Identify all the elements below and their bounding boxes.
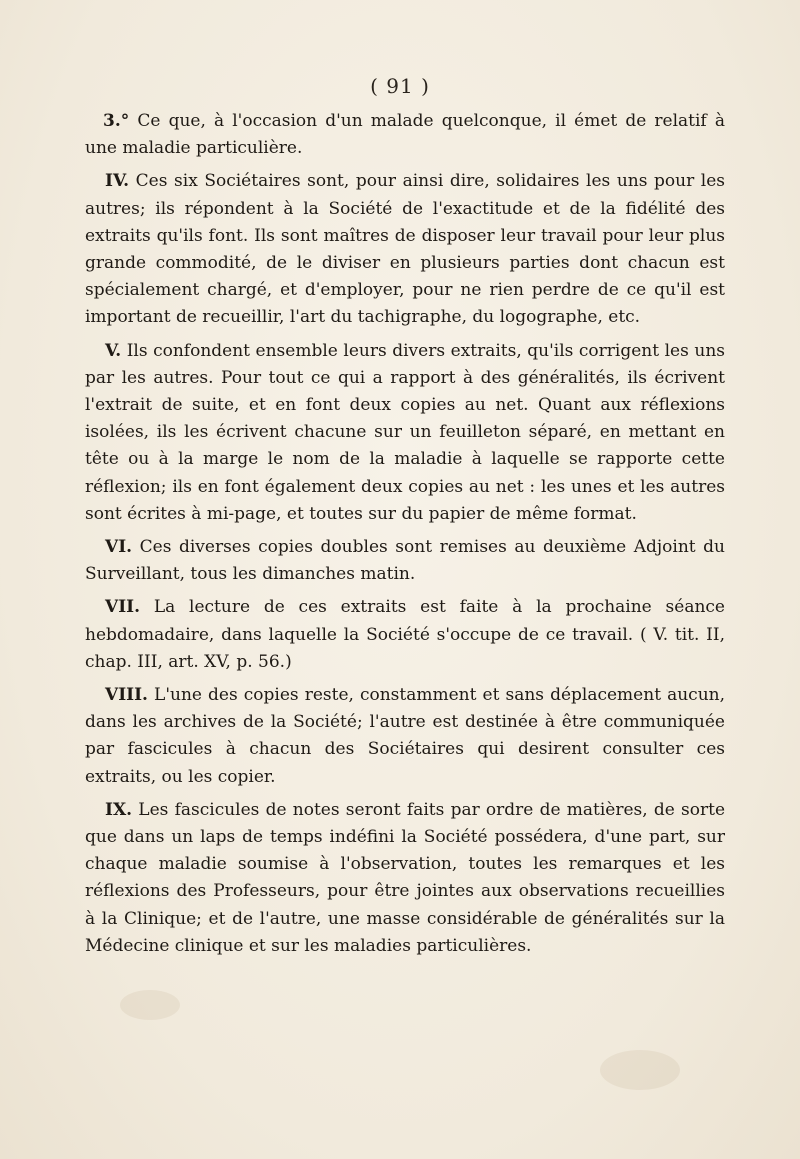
paper-stain <box>120 990 180 1020</box>
paragraph-vi <box>85 534 725 588</box>
paragraph-text: Ces diverses copies doubles sont remises au deuxième Adjoint du Surveillant, tous les dimanches matin. <box>85 537 725 585</box>
paragraph-text: Les fascicules de notes seront faits par ordre de matières, de sorte que dans un laps de temps indéfini la Société possédera, d'une part, sur chaque maladie soumise à l'observation, toutes les remarques et les réflexions des Professeurs, pour être jointes aux observations recueillies à la Clinique; et de l'autre, une masse considérable de généralités sur la Médecine clinique et sur les maladies particulières. <box>85 799 726 956</box>
paragraph-number: V. <box>105 340 122 361</box>
paragraph-3 <box>85 108 725 162</box>
paragraph-text: L'une des copies reste, constamment et sans déplacement aucun, dans les archives de la Société; l'autre est destinée à être communiquée par fascicules à chacun des Sociétaires qui desirent consulter ces extraits, ou les copier. <box>85 685 725 787</box>
paragraph-text: Ils confondent ensemble leurs divers extraits, qu'ils corrigent les uns par les autres. Pour tout ce qui a rapport à des généralités, ils écrivent l'extrait de suite, et en font deux copies au net. Quant aux réflexions isolées, ils les écrivent chacune sur un feuilleton séparé, en mettant en tête ou à la marge le nom de la maladie à laquelle se rapporte cette réflexion; ils en font également deux copies au net : les unes et les autres sont écrites à mi-page, et toutes sur du papier de même format. <box>85 340 726 524</box>
body-text <box>85 108 725 966</box>
paragraph-number: 3.° <box>103 111 130 131</box>
paragraph-number: VIII. <box>105 685 148 706</box>
paragraph-viii <box>85 682 725 791</box>
paragraph-text: La lecture de ces extraits est faite à la prochaine séance hebdomadaire, dans laquelle la Société s'occupe de ce travail. ( V. tit. II, chap. III, art. XV, p. 56.) <box>85 597 725 672</box>
page-number: ( 91 ) <box>370 74 430 98</box>
paragraph-vii <box>85 594 725 676</box>
paragraph-number: VII. <box>105 597 141 618</box>
paragraph-v <box>85 338 725 528</box>
paragraph-text: Ces six Sociétaires sont, pour ainsi dire, solidaires les uns pour les autres; ils répondent à la Société de l'exactitude et de la fidélité des extraits qu'ils font. Ils sont maîtres de disposer leur travail pour leur plus grande commodité, de le diviser en plusieurs parties dont chacun est spécialement chargé, et d'employer, pour ne rien perdre de ce qu'il est important de recueillir, l'art du tachigraphe, du logographe, etc. <box>85 171 725 328</box>
paragraph-number: VI. <box>105 537 133 558</box>
paragraph-ix <box>85 797 725 960</box>
paragraph-text: Ce que, à l'occasion d'un malade quelconque, il émet de relatif à une maladie particulière. <box>85 111 725 159</box>
paragraph-number: IX. <box>105 799 133 820</box>
paragraph-iv <box>85 168 725 331</box>
paragraph-number: IV. <box>105 171 130 192</box>
paper-stain <box>600 1050 680 1090</box>
